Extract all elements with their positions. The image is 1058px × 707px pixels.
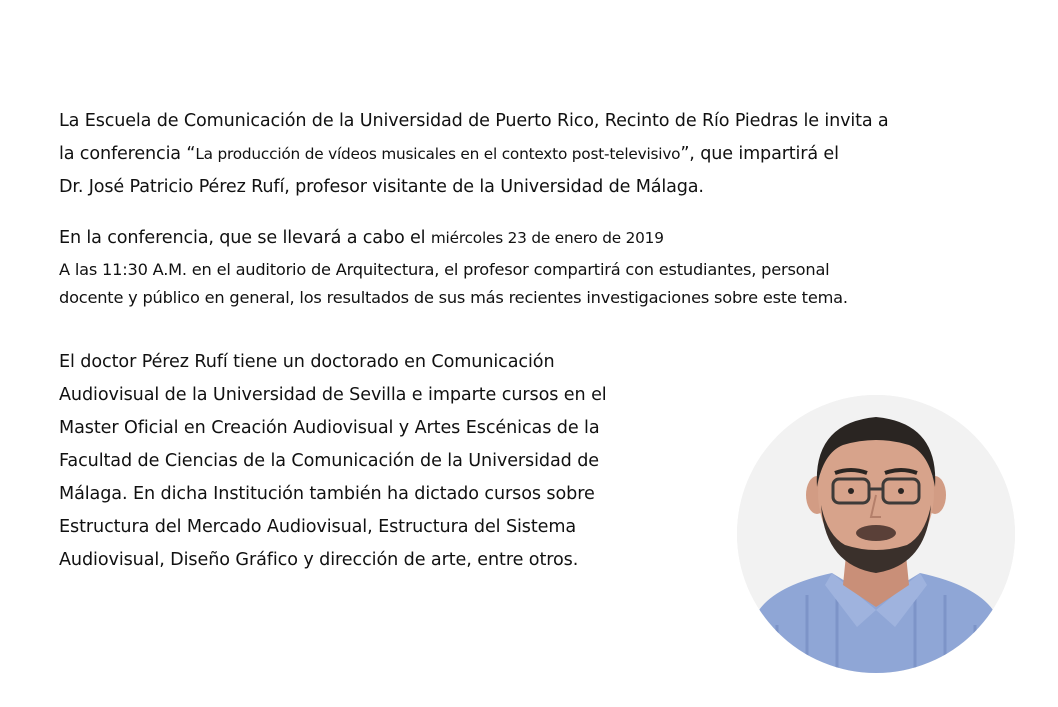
intro-line-2: [59, 144, 839, 164]
bio-line-1: El doctor Pérez Rufí tiene un doctorado en Comunicación: [59, 352, 555, 372]
speaker-portrait-icon: [737, 395, 1015, 673]
details-line-1: [59, 228, 664, 248]
intro-line-2-prefix: la conferencia “: [59, 144, 196, 164]
conference-date: miércoles 23 de enero de 2019: [430, 229, 664, 247]
details-line-1-prefix: En la conferencia, que se llevará a cabo el: [59, 228, 431, 248]
bio-line-3: Master Oficial en Creación Audiovisual y Artes Escénicas de la: [59, 418, 600, 438]
bio-line-7: Audiovisual, Diseño Gráfico y dirección de arte, entre otros.: [59, 550, 579, 570]
intro-line-1: La Escuela de Comunicación de la Universidad de Puerto Rico, Recinto de Río Piedras le invita a: [59, 111, 889, 131]
details-line-2: A las 11:30 A.M. en el auditorio de Arquitectura, el profesor compartirá con estudiantes, personal: [59, 260, 830, 279]
speaker-portrait: [737, 395, 1015, 673]
bio-line-6: Estructura del Mercado Audiovisual, Estructura del Sistema: [59, 517, 577, 537]
bio-line-2: Audiovisual de la Universidad de Sevilla e imparte cursos en el: [59, 385, 607, 405]
bio-line-5: Málaga. En dicha Institución también ha dictado cursos sobre: [59, 484, 595, 504]
bio-line-4: Facultad de Ciencias de la Comunicación de la Universidad de: [59, 451, 600, 471]
conference-title: La producción de vídeos musicales en el contexto post-televisivo: [195, 145, 681, 163]
intro-line-3: Dr. José Patricio Pérez Rufí, profesor visitante de la Universidad de Málaga.: [59, 177, 704, 197]
intro-line-2-suffix: ”, que impartirá el: [680, 144, 839, 164]
details-line-3: docente y público en general, los resultados de sus más recientes investigaciones sobre este tema.: [59, 288, 848, 307]
